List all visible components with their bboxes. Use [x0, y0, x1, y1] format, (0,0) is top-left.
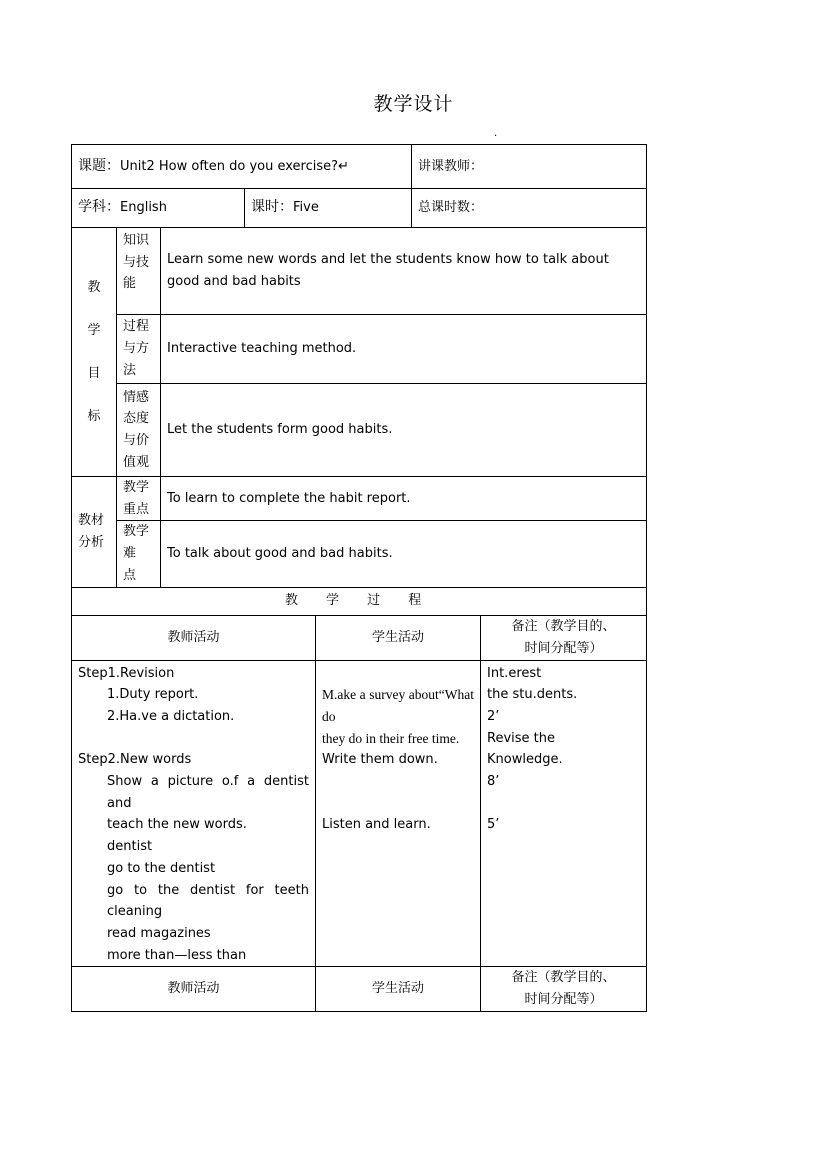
note-line: 5’: [487, 817, 500, 833]
teacher-activity-line: 1.Duty report.: [107, 687, 199, 703]
subject-value: English: [120, 200, 167, 216]
teacher-activity-line: read magazines: [107, 925, 211, 941]
note-line: 8’: [487, 774, 500, 790]
student-activity-line: they do in their free time.: [322, 730, 460, 746]
header-dot: .: [494, 128, 498, 139]
document-title: 教学设计: [373, 93, 454, 115]
objective-row-process: [72, 315, 647, 384]
student-activity-line: M.ake a survey about“What do: [322, 687, 475, 724]
student-activity-line: [322, 663, 474, 685]
objective-content-process: Interactive teaching method.: [161, 315, 647, 384]
teacher-activity-line: teach the new words.: [107, 817, 247, 833]
teacher-activity-line: 2.Ha.ve a dictation.: [107, 708, 235, 724]
topic-row: [72, 145, 647, 189]
activity-header-row-repeat: [72, 967, 647, 1011]
teacher-activity-header-repeat: 教师活动: [72, 967, 316, 1011]
activity-content-row: [72, 660, 647, 967]
objective-label-process: 过程 与方 法: [117, 315, 161, 384]
note-line: the stu.dents.: [487, 687, 578, 703]
objective-row-knowledge: [72, 228, 647, 315]
objective-content-attitude: Let the students form good habits.: [161, 384, 647, 477]
process-title-row: [72, 587, 647, 615]
student-activity-cell: [316, 660, 481, 967]
teacher-activity-line: Step2.New words: [78, 752, 192, 768]
objective-content-knowledge: Learn some new words and let the students know how to talk about good and bad habits: [161, 228, 647, 315]
student-activity-line: [322, 771, 474, 793]
teacher-activity-line: go to the dentist: [107, 860, 216, 876]
analysis-label-difficult: 教学 难 点: [117, 521, 161, 587]
analysis-label-key: 教学 重点: [117, 477, 161, 521]
teacher-activity-cell: [72, 660, 316, 967]
lesson-label: 课时：: [251, 199, 293, 216]
student-activity-line: Listen and learn.: [322, 817, 431, 833]
note-line: Int.erest: [487, 665, 542, 681]
note-line: 2’: [487, 708, 500, 724]
analysis-content-difficult: To talk about good and bad habits.: [161, 521, 647, 587]
teacher-lines: [78, 663, 309, 967]
notes-cell: [481, 660, 647, 967]
analysis-content-key: To learn to complete the habit report.: [161, 477, 647, 521]
teacher-activity-line: Step1.Revision: [78, 665, 175, 681]
note-line: Knowledge.: [487, 752, 563, 768]
topic-cell: [72, 145, 412, 189]
teacher-activity-line: dentist: [107, 839, 153, 855]
student-activity-line: Write them down.: [322, 752, 438, 768]
student-activity-line: [322, 793, 474, 815]
lesson-plan-table: [71, 144, 647, 1012]
topic-label: 课题：: [78, 157, 120, 174]
objective-row-attitude: [72, 384, 647, 477]
note-line: [487, 793, 640, 815]
teacher-activity-line: more than—less than: [107, 947, 247, 963]
subject-label: 学科：: [78, 199, 120, 216]
lesson-value: Five: [293, 200, 319, 216]
student-activity-header: 学生活动: [316, 615, 481, 660]
notes-header-repeat: 备注（教学目的、 时间分配等）: [481, 967, 647, 1011]
activity-header-row: [72, 615, 647, 660]
process-title: 教 学 过 程: [72, 587, 647, 615]
note-lines: [487, 663, 640, 837]
total-hours-cell: 总课时数：: [412, 189, 647, 228]
subject-cell: [72, 189, 245, 228]
teacher-activity-line: cleaning: [107, 904, 163, 920]
subject-row: [72, 189, 647, 228]
analysis-row-difficult: [72, 521, 647, 587]
analysis-row-key: [72, 477, 647, 521]
teacher-activity-line: go to the dentist for teeth: [107, 882, 309, 898]
student-activity-header-repeat: 学生活动: [316, 967, 481, 1011]
teacher-activity-header: 教师活动: [72, 615, 316, 660]
objectives-group-label: 教 学 目 标: [72, 228, 117, 477]
notes-header: 备注（教学目的、 时间分配等）: [481, 615, 647, 660]
student-lines: [322, 663, 474, 837]
objective-label-knowledge: 知识 与技 能: [117, 228, 161, 315]
lesson-cell: [245, 189, 412, 228]
teacher-activity-line: [78, 728, 309, 750]
teacher-activity-line: Show a picture o.f a dentist and: [107, 774, 309, 811]
topic-value: Unit2 How often do you exercise?↵: [120, 158, 349, 174]
objective-label-attitude: 情感 态度 与价 值观: [117, 384, 161, 477]
teacher-name-cell: 讲课教师：: [412, 145, 647, 189]
analysis-group-label: 教材 分析: [72, 477, 117, 588]
note-line: Revise the: [487, 730, 556, 746]
